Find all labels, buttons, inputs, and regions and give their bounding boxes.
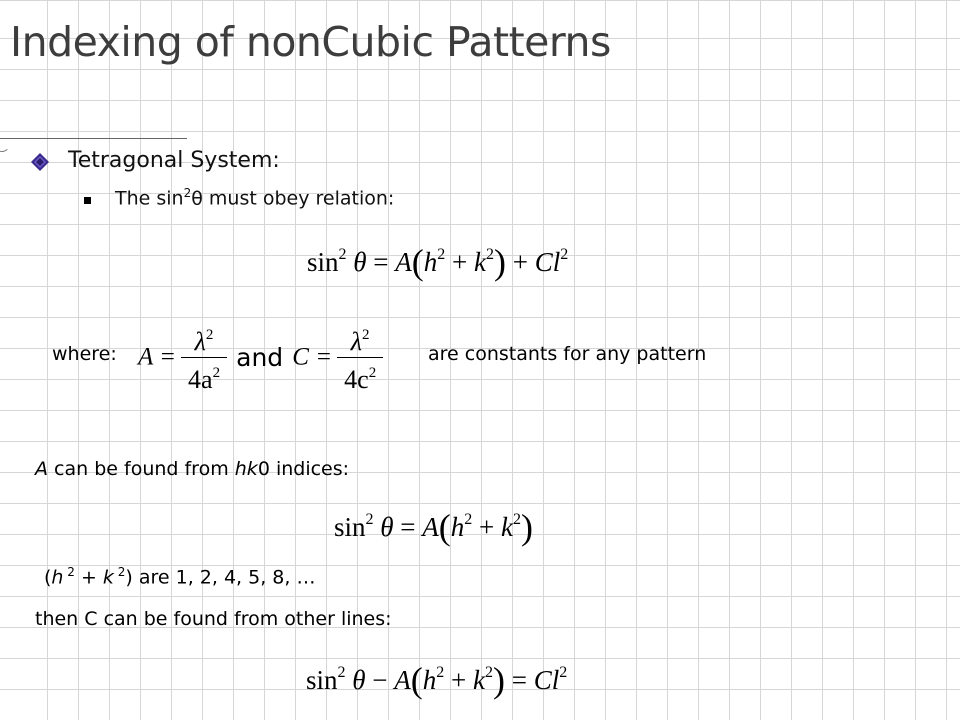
main-equation: $\sin^2 \theta = A(h^2 + k^2) + Cl^2$ (307, 242, 569, 282)
relation-bullet-text: The $\sin^2\theta$ must obey relation: (115, 186, 395, 210)
C-fraction: $\frac{\lambda^2}{4c^2}$ (337, 320, 383, 395)
square-bullet-icon (84, 197, 91, 204)
title-divider (0, 138, 187, 139)
hk0-equation: $\sin^2 \theta = A(h^2 + k^2)$ (334, 507, 533, 547)
diamond-bullet-icon (30, 152, 50, 172)
then-c-line: then C can be found from other lines: (35, 608, 392, 630)
slide-title: Indexing of nonCubic Patterns (10, 18, 611, 66)
tetragonal-heading: Tetragonal System: (68, 148, 280, 173)
constants-definition: A = $\frac{\lambda^2}{4a^2}$ and C = $\frac{\lambda^2}{4c^2}$ (138, 320, 383, 395)
c-equation: $\sin^2 \theta - A(h^2 + k^2) = Cl^2$ (306, 660, 568, 700)
constants-note: are constants for any pattern (428, 343, 707, 365)
A-fraction: $\frac{\lambda^2}{4a^2}$ (181, 320, 227, 395)
hk-sum-values: (h $^2$ + k $^2$) are 1, 2, 4, 5, 8, … (44, 565, 316, 589)
divider-hook (0, 136, 10, 152)
where-label: where: (52, 343, 117, 365)
a-found-line: A can be found from hk0 indices: (35, 458, 350, 480)
